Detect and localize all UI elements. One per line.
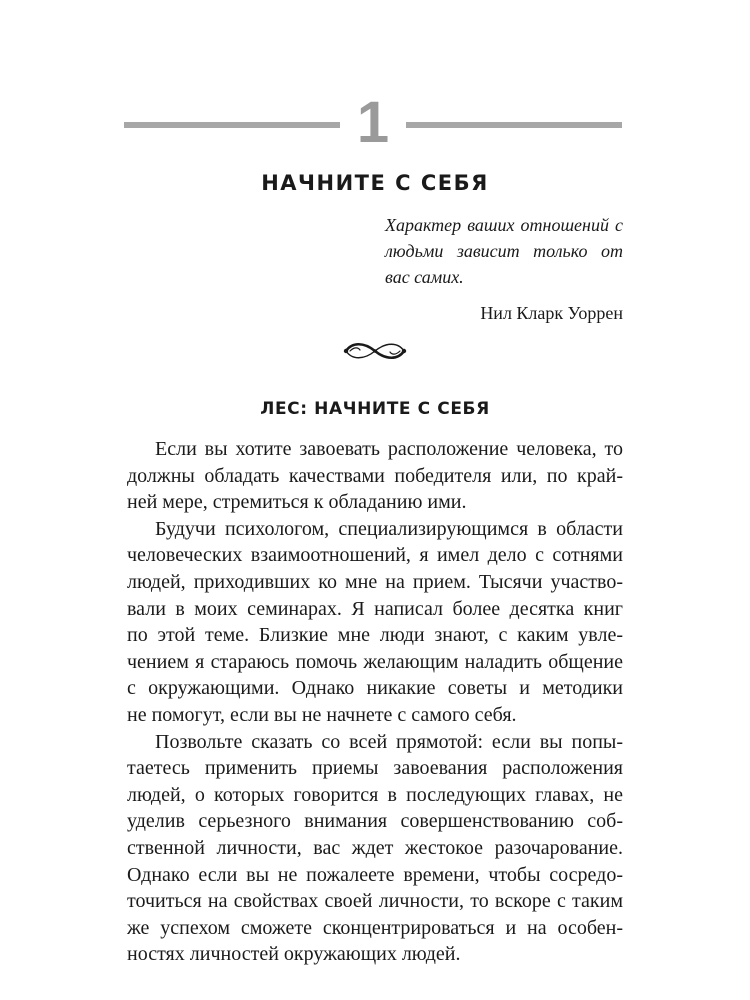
chapter-header [124,88,622,164]
epigraph-author: Нил Кларк Уоррен [480,303,623,323]
section-title: ЛЕС: НАЧНИТЕ С СЕБЯ [260,399,490,419]
chapter-number: 1 [356,90,390,155]
chapter-rule-right [406,122,622,128]
body-text [127,436,623,968]
text-line: таетесь применить приемы завоевания расположения [127,757,623,780]
text-line: ней мере, стремиться к обладанию ими. [127,491,467,514]
text-line: Если вы хотите завоевать расположение человека, то [155,438,623,460]
text-line: человеческих взаимоотношений, я имел дело с сотнями [127,544,623,567]
text-line: Однако если вы не пожалеете времени, чтобы сосредо- [127,863,623,886]
text-line: ственной личности, вас ждет жестокое разочарование. [127,836,623,859]
text-line: Позвольте сказать со всей прямотой: если вы попы- [155,730,623,753]
text-line: же успехом сможете сконцентрироваться и на особен- [127,916,623,939]
text-line: вали в моих семинарах. Я написал более десятка книг [127,597,623,620]
epigraph-text: Характер ваших отношений с людьми зависит только от вас самих. [385,215,623,287]
text-line: чением я стараюсь помочь желающим наладить общение [127,650,623,673]
flourish-ornament-icon [342,340,408,362]
chapter-rule-left [124,122,340,128]
text-line: людей, о которых говорится в последующих главах, не [127,783,623,806]
text-line: с окружающими. Однако никакие советы и методики [127,677,623,700]
text-line: не помогут, если вы не начнете с самого себя. [127,703,517,726]
chapter-title: НАЧНИТЕ С СЕБЯ [261,171,489,195]
text-line: Будучи психологом, специализирующимся в области [155,517,623,540]
text-line: уделив серьезного внимания совершенствованию соб- [127,810,623,833]
text-line: должны обладать качествами победителя или, по край- [127,464,623,487]
text-line: точиться на свойствах своей личности, то вскоре с таким [127,890,623,913]
epigraph [385,212,623,326]
text-line: по этой теме. Близкие мне люди знают, с каким увле- [127,624,623,647]
text-line: ностях личностей окружающих людей. [127,943,461,966]
text-line: людей, приходивших ко мне на прием. Тысячи участво- [127,570,623,593]
